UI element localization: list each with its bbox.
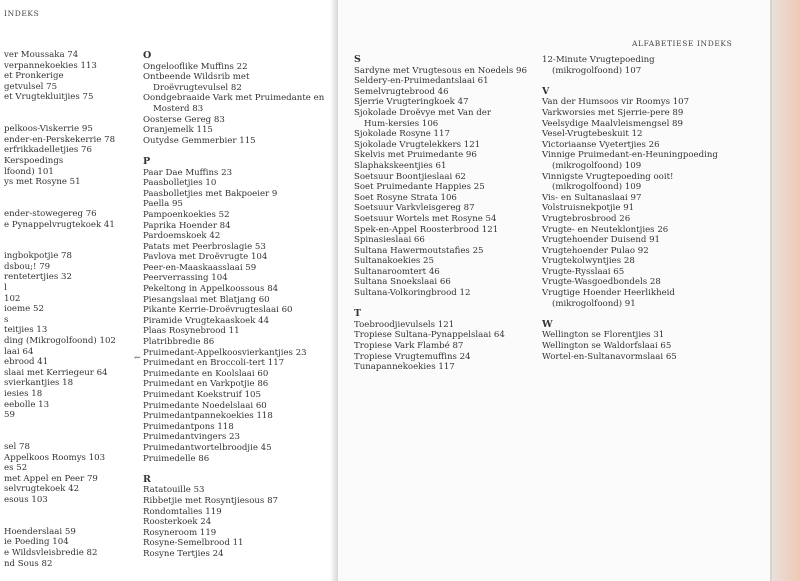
index-letter-heading: V — [542, 85, 550, 97]
index-entry: Paar Dae Muffins 23 — [143, 167, 233, 178]
index-entry: Seldery-en-Pruimedantslaai 61 — [354, 76, 489, 87]
index-spacer — [4, 506, 116, 517]
index-entry: Spinasieslaai 66 — [354, 235, 425, 246]
index-entry: Vrugte-Wasgoedbondels 28 — [542, 277, 661, 288]
index-entry: Varkworsies met Sjerrie-pere 89 — [542, 107, 684, 118]
pencil-mark-icon: ⇜ — [134, 353, 141, 362]
index-entry: 59 — [4, 410, 15, 421]
index-entry: nd Sous 82 — [4, 558, 53, 569]
index-entry: Sjokolade Rosyne 117 — [354, 129, 450, 140]
index-entry: Pruimedant Koekstruif 105 — [143, 390, 261, 400]
index-spacer — [354, 299, 527, 310]
index-entry: Pruimedant en Broccoli-tert 117 — [143, 358, 285, 369]
index-entry: Peer-en-Maaskaasslaai 59 — [143, 262, 257, 273]
index-entry: eebolle 13 — [4, 399, 50, 410]
index-entry: Rondomtalies 119 — [143, 506, 222, 517]
index-entry: Wortel-en-Sultanavormslaai 65 — [542, 351, 677, 362]
left-page — [0, 0, 338, 581]
index-entry: Vesel-Vrugtebeskuit 12 — [542, 129, 643, 140]
index-entry: Pekeltong in Appelkoossous 84 — [143, 284, 279, 295]
index-entry: Pruimedantwortelbroodjie 45 — [143, 442, 272, 453]
index-spacer — [4, 516, 116, 527]
index-entry: Van der Humsoos vir Roomys 107 — [542, 97, 690, 108]
index-entry: dsbou;! 79 — [4, 261, 51, 272]
index-entry: Slaphakskeentjies 61 — [354, 160, 447, 171]
index-spacer — [4, 114, 116, 125]
index-column-1 — [4, 50, 116, 569]
index-entry: Wellington se Florentjies 31 — [542, 330, 665, 341]
index-entry: Tropiese Vrugtemuffins 24 — [354, 351, 471, 362]
index-entry: laai 64 — [4, 346, 34, 357]
index-entry: Ribbetjie met Rosyntjiesous 87 — [143, 495, 279, 506]
index-entry: Semelvrugtebrood 46 — [354, 86, 449, 97]
index-entry: ie Poeding 104 — [4, 537, 69, 548]
index-entry: Rosyneroom 119 — [143, 527, 217, 538]
index-entry: Rosyne Tertjies 24 — [143, 548, 224, 559]
index-letter-heading: O — [143, 50, 152, 61]
index-entry: Pruimedant-Appelkoosvierkantjies 23 — [143, 347, 307, 358]
index-entry: Hoenderslaai 59 — [4, 526, 76, 537]
index-entry: lfoond) 101 — [4, 166, 54, 177]
index-entry: Paasbolletjies 10 — [143, 178, 217, 189]
index-entry: Kerspoedings — [4, 155, 64, 166]
index-entry: Soetsuur Varkvleisgereg 87 — [354, 203, 475, 214]
index-letter-heading: T — [354, 308, 362, 320]
index-entry: getvulsel 75 — [4, 81, 58, 92]
index-entry: Oranjemelk 115 — [143, 125, 213, 136]
index-entry: Vrugtehoender Pulao 92 — [542, 245, 649, 256]
index-entry: Vrugtehoender Duisend 91 — [542, 235, 661, 246]
index-entry: Oondgebraaide Vark met Pruimedante en — [143, 93, 325, 104]
index-entry: Plaas Rosynebrood 11 — [143, 326, 240, 337]
index-entry: Spek-en-Appel Roosterbrood 121 — [354, 224, 499, 235]
index-spacer — [4, 421, 116, 432]
index-spacer — [4, 103, 116, 114]
index-entry: 12-Minute Vrugtepoeding — [542, 55, 655, 65]
index-letter-heading: P — [143, 155, 151, 167]
index-entry: e Wildsvleisbredie 82 — [4, 547, 98, 558]
index-entry: (mikrogolfoond) 91 — [552, 298, 636, 309]
index-entry: erfrikkadelletjies 76 — [4, 145, 92, 156]
index-entry: rentetertjies 32 — [4, 272, 72, 283]
index-entry: Peerverrassing 104 — [143, 273, 228, 284]
index-entry: pelkoos-Viskerrie 95 — [4, 124, 93, 135]
index-entry: Pruimedant en Varkpotjie 86 — [143, 379, 269, 390]
index-entry: Vinnigste Vrugtepoeding ooit! — [542, 171, 674, 182]
index-entry: et Pronkerige — [4, 71, 64, 82]
index-column-2 — [143, 51, 324, 560]
index-entry: Rosyne-Semelbrood 11 — [143, 538, 244, 549]
index-entry: Sardyne met Vrugtesous en Noedels 96 — [354, 65, 527, 76]
index-entry: Mosterd 83 — [153, 103, 204, 114]
index-entry: Vrugte-Rysslaai 65 — [542, 266, 625, 277]
index-entry: Vrugtige Hoender Heerlikheid — [542, 288, 675, 299]
index-entry: Sjerrie Vrugteringkoek 47 — [354, 97, 469, 108]
index-entry: ender-stowegereg 76 — [4, 208, 97, 219]
index-entry: Pruimedantvingers 23 — [143, 432, 240, 443]
index-spacer — [4, 188, 116, 199]
index-letter-heading: R — [143, 473, 151, 485]
index-spacer — [143, 464, 324, 475]
index-entry: Droëvrugtevulsel 82 — [153, 82, 242, 93]
index-entry: iesies 18 — [4, 389, 43, 399]
index-entry: teitjies 13 — [4, 325, 48, 336]
index-entry: Vrugtebrosbrood 26 — [542, 213, 631, 224]
index-entry: Pavlova met Droëvrugte 104 — [143, 252, 268, 263]
index-entry: Pruimedantpons 118 — [143, 421, 234, 432]
index-entry: Sjokolade Vrugtelekkers 121 — [354, 139, 481, 150]
index-entry: Pikante Kerrie-Droëvrugteslaai 60 — [143, 305, 293, 316]
right-page — [338, 0, 800, 581]
index-entry: ding (Mikrogolfoond) 102 — [4, 336, 116, 347]
index-entry: ebrood 41 — [4, 357, 49, 368]
index-entry: et Vrugtekluitjies 75 — [4, 92, 94, 103]
index-entry: Wellington se Waldorfslaai 65 — [542, 341, 672, 352]
index-entry: Ratatouille 53 — [143, 485, 205, 496]
index-entry: Soet Rosyne Strata 106 — [354, 192, 457, 203]
running-header-right: ALFABETIESE INDEKS — [632, 39, 733, 48]
index-entry: Tropiese Vark Flambé 87 — [354, 341, 464, 352]
index-entry: Veelsydige Maalvleismengsel 89 — [542, 118, 683, 129]
index-entry: Toebroodjievulsels 121 — [354, 319, 455, 330]
index-spacer — [4, 198, 116, 209]
index-entry: slaai met Kerriegeur 64 — [4, 367, 108, 378]
index-entry: met Appel en Peer 79 — [4, 473, 98, 484]
index-entry: verpannekoekies 113 — [4, 60, 97, 71]
index-entry: Roosterkoek 24 — [143, 517, 212, 528]
index-entry: ender-en-Perskekerrie 78 — [4, 134, 116, 145]
index-spacer — [4, 241, 116, 252]
index-entry: Sultana Hawermoutstafies 25 — [354, 245, 484, 256]
index-entry: Vrugte- en Neuteklontjies 26 — [542, 224, 669, 235]
index-spacer — [542, 309, 718, 320]
index-spacer — [4, 431, 116, 442]
index-entry: Ontbeende Wildsrib met — [143, 72, 250, 83]
index-entry: Appelkoos Roomys 103 — [4, 452, 106, 463]
index-entry: Piramide Vrugtekaaskoek 44 — [143, 315, 270, 326]
index-entry: es 52 — [4, 463, 28, 474]
index-entry: Outydse Gemmerbier 115 — [143, 135, 256, 146]
index-entry: Paasbolletjies met Bakpoeier 9 — [143, 188, 278, 199]
index-letter-heading: S — [354, 54, 361, 65]
index-entry: Pruimedante Noedelslaai 60 — [143, 400, 267, 411]
index-entry: l — [4, 283, 7, 294]
index-spacer — [542, 76, 718, 87]
index-entry: Pruimedelle 86 — [143, 453, 210, 464]
index-entry: esous 103 — [4, 494, 48, 505]
index-entry: svierkantjies 18 — [4, 378, 74, 389]
index-entry: ingbokpotjie 78 — [4, 251, 72, 262]
index-entry: Victoriaanse Vyetertjies 26 — [542, 139, 660, 150]
index-column-4 — [542, 55, 718, 362]
index-entry: Paella 95 — [143, 199, 183, 210]
page-edge — [772, 0, 800, 581]
index-entry: (mikrogolfoond) 109 — [552, 160, 642, 171]
index-entry: Patats met Peerbroslagie 53 — [143, 241, 266, 252]
index-entry: Sultana Snoekslaai 66 — [354, 277, 451, 288]
index-entry: selvrugtekoek 42 — [4, 484, 80, 495]
running-header-left: INDEKS — [4, 9, 40, 18]
index-entry: Tunapannekoekies 117 — [354, 362, 455, 373]
index-entry: Pampoenkoekies 52 — [143, 209, 230, 220]
index-spacer — [4, 230, 116, 241]
index-entry: ver Moussaka 74 — [4, 50, 79, 60]
index-entry: Sultanakoekies 25 — [354, 256, 434, 267]
index-entry: Tropiese Sultana-Pynappelslaai 64 — [354, 330, 505, 341]
index-entry: Ongelooflike Muffins 22 — [143, 61, 248, 72]
index-entry: Sultanaroomtert 46 — [354, 266, 440, 277]
index-entry: Pruimedante en Koolslaai 60 — [143, 368, 269, 379]
index-entry: ioeme 52 — [4, 304, 44, 315]
index-entry: Vinnige Pruimedant-en-Heuningpoeding — [542, 150, 718, 161]
index-spacer — [143, 146, 324, 157]
index-entry: 102 — [4, 293, 21, 304]
index-entry: Volstruisnekpotjie 91 — [542, 203, 635, 214]
index-entry: (mikrogolfoond) 107 — [552, 65, 642, 76]
index-entry: Skelvis met Pruimedante 96 — [354, 150, 477, 161]
index-entry: ys met Rosyne 51 — [4, 177, 81, 188]
index-entry: Soetsuur Wortels met Rosyne 54 — [354, 213, 497, 224]
index-entry: Vrugtekolwyntjies 28 — [542, 256, 635, 267]
index-entry: Soet Pruimedante Happies 25 — [354, 182, 485, 193]
index-entry: Oosterse Gereg 83 — [143, 114, 225, 125]
index-entry: Sjokolade Droëvye met Van der — [354, 107, 492, 118]
index-entry: e Pynappelvrugtekoek 41 — [4, 219, 115, 230]
index-entry: Piesangslaai met Blatjang 60 — [143, 294, 270, 305]
index-entry: Soetsuur Boontjieslaai 62 — [354, 171, 466, 182]
index-entry: Vis- en Sultanaslaai 97 — [542, 192, 642, 203]
index-entry: Paprika Hoender 84 — [143, 220, 231, 231]
index-column-3 — [354, 55, 527, 373]
index-entry: s — [4, 314, 9, 325]
index-entry: (mikrogolfoond) 109 — [552, 182, 642, 193]
index-entry: Pruimedantpannekoekies 118 — [143, 411, 273, 422]
index-letter-heading: W — [542, 318, 553, 330]
index-entry: Sultana-Volkoringbrood 12 — [354, 288, 471, 299]
index-entry: Platribbredie 86 — [143, 337, 215, 348]
index-entry: Pardoemskoek 42 — [143, 231, 221, 242]
index-entry: sel 78 — [4, 441, 30, 452]
index-entry: Hum-kersies 106 — [364, 118, 439, 129]
